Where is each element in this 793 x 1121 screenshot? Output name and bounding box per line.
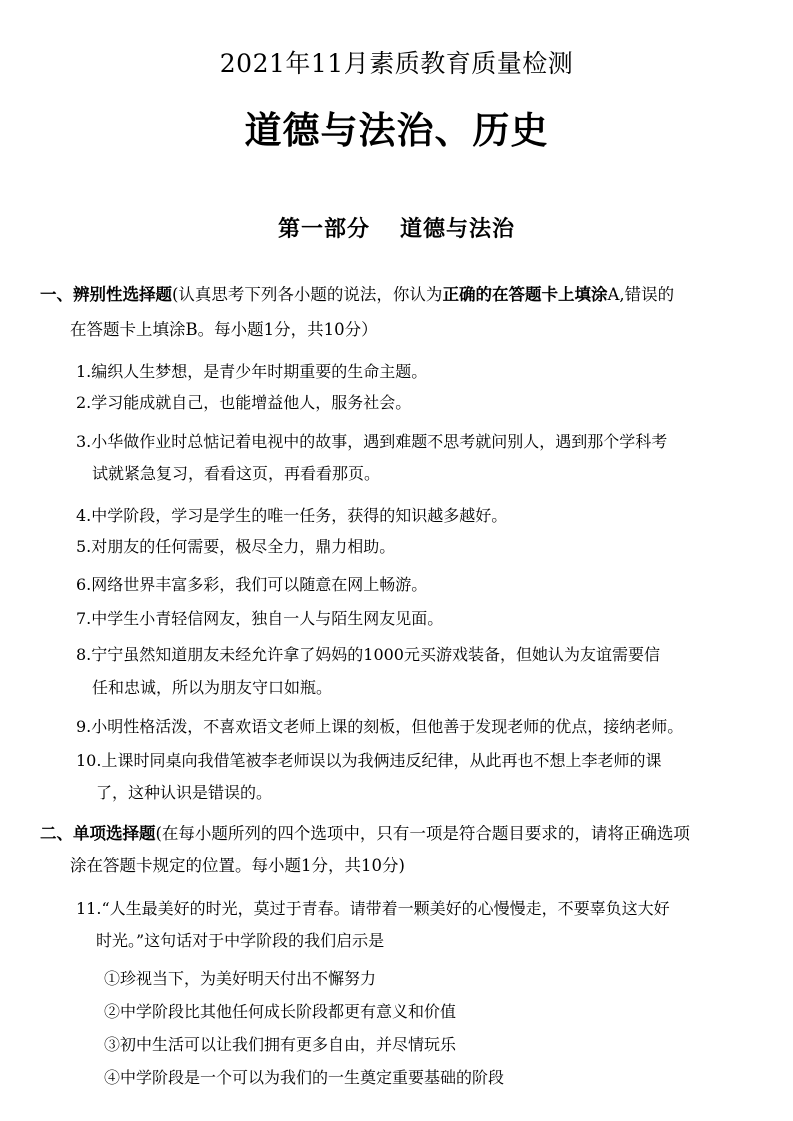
question-text: 网络世界丰富多彩，我们可以随意在网上畅游。 [91, 575, 428, 594]
question-9 [76, 714, 683, 737]
subject-title: 道德与法治、历史 [244, 108, 549, 152]
question-1 [76, 359, 427, 382]
section1-heading [40, 281, 674, 309]
exam-title: 2021年11月素质教育质量检测 [219, 49, 574, 78]
question-number: 3. [76, 432, 92, 451]
question-number: 10. [76, 751, 102, 770]
question-3-line2: 试就紧急复习，看看这页，再看看那页。 [92, 464, 381, 483]
section1-number: 一、 [40, 285, 73, 304]
question-number: 4. [76, 506, 92, 525]
question-text: 编织人生梦想，是青少年时期重要的生命主题。 [91, 362, 428, 381]
section1-instr-a: (认真思考下列各小题的说法，你认为 [172, 285, 443, 304]
question-number: 11. [76, 899, 102, 918]
question-number: 2. [76, 393, 92, 412]
question-8-line2: 任和忠诚，所以为朋友守口如瓶。 [92, 678, 333, 697]
question-number: 9. [76, 717, 92, 736]
question-11-option-1: ①珍视当下，为美好明天付出不懈努力 [104, 969, 377, 988]
question-10-line2: 了，这种认识是错误的。 [96, 783, 273, 802]
question-text: 中学生小青轻信网友，独自一人与陌生网友见面。 [91, 609, 444, 628]
section2-instr-line2: 涂在答题卡规定的位置。每小题1分，共10分) [70, 856, 405, 875]
part-label: 第一部分 [277, 216, 370, 242]
question-number: 6. [76, 575, 92, 594]
question-4 [76, 503, 507, 526]
question-number: 8. [76, 645, 92, 664]
question-11-line2: 时光。”这句话对于中学阶段的我们启示是 [96, 931, 385, 950]
question-8 [76, 642, 660, 665]
question-5 [76, 534, 395, 557]
question-text: 学习能成就自己，也能增益他人，服务社会。 [91, 393, 412, 412]
question-3 [76, 429, 667, 452]
question-11-option-2: ②中学阶段比其他任何成长阶段都更有意义和价值 [104, 1002, 457, 1021]
section2-number: 二、 [40, 824, 73, 843]
question-text: 中学阶段，学习是学生的唯一任务，获得的知识越多越好。 [91, 506, 508, 525]
section2-instr-line1: (在每小题所列的四个选项中，只有一项是符合题目要求的，请将正确选项 [155, 824, 690, 843]
section1-instr-line2: 在答题卡上填涂B。每小题1分，共10分） [70, 320, 378, 339]
section2-name: 单项选择题 [73, 824, 156, 843]
question-6 [76, 572, 427, 595]
part-title [0, 212, 793, 243]
section2-heading [40, 820, 690, 848]
section1-instr-b: A,错误的 [607, 285, 675, 304]
question-number: 5. [76, 537, 92, 556]
question-10 [76, 748, 661, 771]
question-number: 1. [76, 362, 92, 381]
section1-name: 辨别性选择题 [73, 285, 172, 304]
question-11 [76, 896, 670, 919]
part-name: 道德与法治 [400, 216, 516, 242]
question-number: 7. [76, 609, 92, 628]
question-2 [76, 390, 411, 413]
question-text: 上课时同桌向我借笔被李老师误以为我俩违反纪律，从此再也不想上李老师的课 [101, 751, 662, 770]
question-text: 小明性格活泼，不喜欢语文老师上课的刻板，但他善于发现老师的优点，接纳老师。 [91, 717, 684, 736]
question-11-option-4: ④中学阶段是一个可以为我们的一生奠定重要基础的阶段 [104, 1068, 505, 1087]
question-text: 宁宁虽然知道朋友未经允许拿了妈妈的1000元买游戏装备，但她认为友谊需要信 [91, 645, 660, 664]
section1-instr-highlight: 正确的在答题卡上填涂 [442, 285, 608, 304]
question-text: 小华做作业时总惦记着电视中的故事，遇到难题不思考就问别人，遇到那个学科考 [91, 432, 668, 451]
question-text: 对朋友的任何需要，极尽全力，鼎力相助。 [91, 537, 396, 556]
question-11-option-3: ③初中生活可以让我们拥有更多自由，并尽情玩乐 [104, 1035, 457, 1054]
question-text: “人生最美好的时光，莫过于青春。请带着一颗美好的心慢慢走，不要辜负这大好 [101, 899, 670, 918]
question-7 [76, 606, 443, 629]
